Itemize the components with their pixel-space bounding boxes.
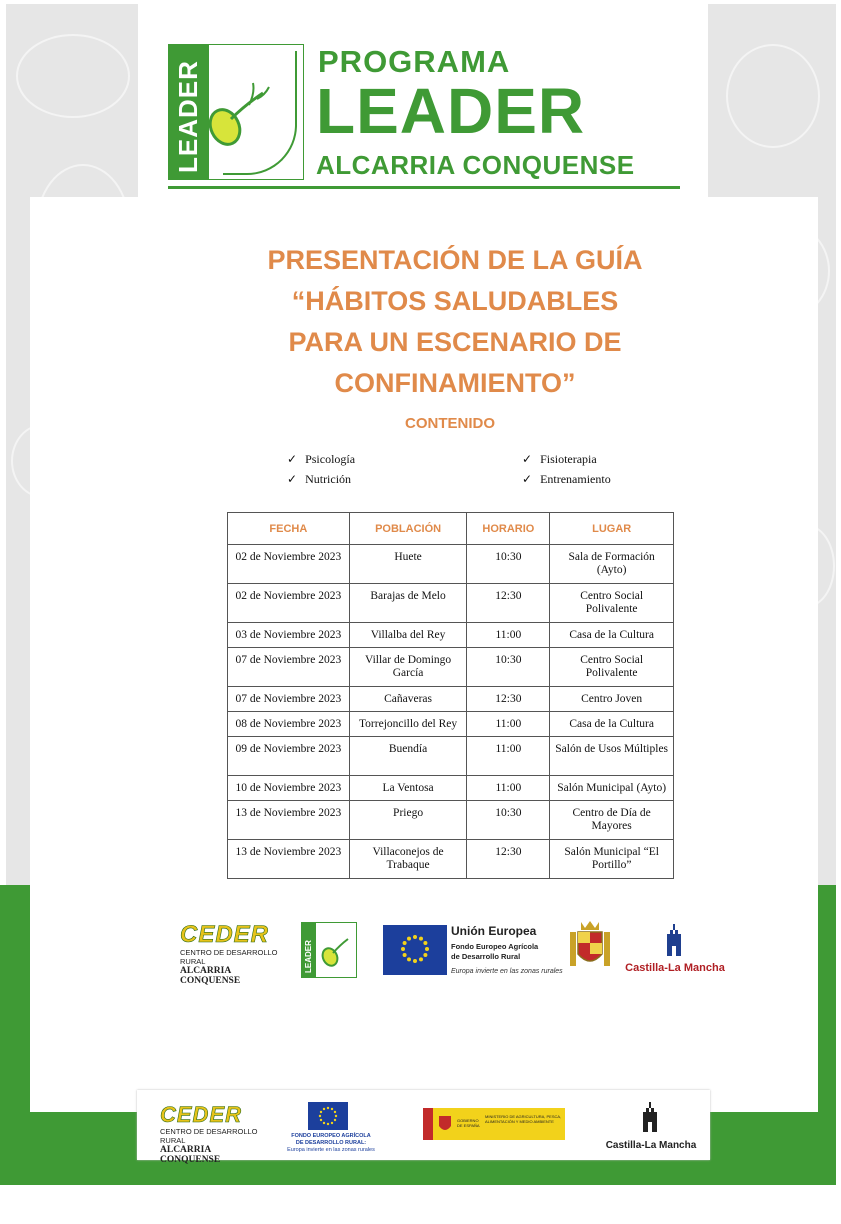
leader-logo-text: LEADER (173, 60, 203, 173)
footer-feader-line: FONDO EUROPEO AGRÍCOLA (291, 1133, 371, 1139)
eu-flag-icon (383, 925, 447, 975)
cell-lugar: Casa de la Cultura (550, 712, 674, 737)
cell-horario: 10:30 (467, 648, 550, 687)
footer-feader-tagline: Europa invierte en las zonas rurales (287, 1147, 375, 1153)
cell-horario: 12:30 (467, 687, 550, 712)
eu-title: Unión Europea (451, 924, 537, 938)
cell-fecha: 07 de Noviembre 2023 (228, 687, 350, 712)
cell-fecha: 07 de Noviembre 2023 (228, 648, 350, 687)
content-label: Entrenamiento (540, 472, 611, 486)
cell-horario: 11:00 (467, 712, 550, 737)
leader-logo (168, 44, 304, 180)
pattern-shape (726, 44, 820, 148)
check-icon: ✓ (287, 472, 298, 486)
cell-fecha: 13 de Noviembre 2023 (228, 801, 350, 840)
cell-lugar: Centro Social Polivalente (550, 584, 674, 623)
eu-stars-icon (308, 1102, 348, 1130)
eu-fund (451, 942, 538, 962)
cell-fecha: 13 de Noviembre 2023 (228, 840, 350, 879)
check-icon: ✓ (287, 452, 298, 466)
content-label: Fisioterapia (540, 452, 597, 466)
footer-feader-line: DE DESARROLLO RURAL: (295, 1140, 367, 1146)
cell-lugar: Salón de Usos Múltiples (550, 737, 674, 776)
header-fecha: FECHA (228, 513, 350, 545)
cell-fecha: 09 de Noviembre 2023 (228, 737, 350, 776)
contenido-heading: CONTENIDO (405, 415, 495, 432)
cell-horario: 10:30 (467, 545, 550, 584)
header-poblacion: POBLACIÓN (349, 513, 467, 545)
cell-fecha: 02 de Noviembre 2023 (228, 584, 350, 623)
footer-ceder-logo (160, 1103, 260, 1165)
pattern-shape (16, 34, 130, 118)
ceder-name: ALCARRIA CONQUENSE (180, 966, 241, 986)
table-row (228, 840, 674, 879)
ceder-subtitle: CENTRO DE DESARROLLO RURAL (180, 948, 278, 966)
header-lugar: LUGAR (550, 513, 674, 545)
content-item (522, 472, 611, 487)
ceder-wordmark: CEDER (180, 921, 270, 948)
footer-ceder-subtitle: CENTRO DE DESARROLLO RURAL (160, 1127, 258, 1145)
cell-poblacion: Barajas de Melo (349, 584, 467, 623)
cell-horario: 10:30 (467, 801, 550, 840)
clm-label: Castilla-La Mancha (625, 962, 725, 974)
title-line: PARA UN ESCENARIO DE (288, 327, 622, 357)
content-label: Nutrición (305, 472, 352, 486)
cell-fecha: 03 de Noviembre 2023 (228, 623, 350, 648)
header-programa: PROGRAMA (318, 44, 511, 79)
header-rule (168, 186, 680, 189)
table-row (228, 623, 674, 648)
plant-icon (318, 931, 352, 971)
footer-ceder-name: ALCARRIA CONQUENSE (160, 1145, 221, 1165)
check-icon: ✓ (522, 452, 533, 466)
cell-poblacion: Villalba del Rey (349, 623, 467, 648)
eu-fund-line: Fondo Europeo Agrícola (451, 942, 539, 951)
table-header-row (228, 513, 674, 545)
cell-poblacion: La Ventosa (349, 776, 467, 801)
table-row (228, 737, 674, 776)
table-row (228, 712, 674, 737)
cell-poblacion: Buendía (349, 737, 467, 776)
table-row (228, 584, 674, 623)
table-row (228, 648, 674, 687)
cell-lugar: Salón Municipal “El Portillo” (550, 840, 674, 879)
gov-coat-of-arms-icon (437, 1114, 453, 1134)
content-item (287, 472, 351, 487)
gov-ministry: MINISTERIO DE AGRICULTURA, PESCA, ALIMENTACIÓN Y MEDIO AMBIENTE (485, 1114, 562, 1124)
cell-horario: 12:30 (467, 840, 550, 879)
footer-feader-text (283, 1133, 379, 1154)
cell-poblacion: Torrejoncillo del Rey (349, 712, 467, 737)
footer-gov-logo (423, 1108, 565, 1140)
leader-mini-text: LEADER (304, 940, 313, 973)
eu-stars-icon (383, 925, 447, 975)
cell-lugar: Casa de la Cultura (550, 623, 674, 648)
plant-icon (205, 75, 275, 155)
cell-lugar: Sala de Formación (Ayto) (550, 545, 674, 584)
clm-castle-icon (664, 922, 684, 958)
table-row (228, 776, 674, 801)
cell-horario: 12:30 (467, 584, 550, 623)
cell-fecha: 08 de Noviembre 2023 (228, 712, 350, 737)
table-row (228, 545, 674, 584)
footer-ceder-wordmark: CEDER (160, 1102, 243, 1127)
eu-tagline: Europa invierte en las zonas rurales (451, 968, 563, 975)
ceder-logo (180, 922, 280, 986)
leader-mini-logo (301, 922, 357, 978)
cell-horario: 11:00 (467, 776, 550, 801)
footer-eu-flag-icon (308, 1102, 348, 1130)
header-horario: HORARIO (467, 513, 550, 545)
cell-horario: 11:00 (467, 623, 550, 648)
table-row (228, 801, 674, 840)
schedule-table (227, 512, 674, 879)
content-item (522, 452, 597, 467)
spain-coat-of-arms-icon (565, 918, 615, 973)
cell-lugar: Centro de Día de Mayores (550, 801, 674, 840)
header-leader: LEADER (316, 75, 586, 147)
check-icon: ✓ (522, 472, 533, 486)
cell-poblacion: Huete (349, 545, 467, 584)
footer-clm-label: Castilla-La Mancha (605, 1140, 697, 1151)
cell-lugar: Centro Joven (550, 687, 674, 712)
cell-poblacion: Villar de Domingo García (349, 648, 467, 687)
table-row (228, 687, 674, 712)
cell-horario: 11:00 (467, 737, 550, 776)
header-alcarria: ALCARRIA CONQUENSE (316, 150, 635, 180)
cell-lugar: Salón Municipal (Ayto) (550, 776, 674, 801)
cell-fecha: 02 de Noviembre 2023 (228, 545, 350, 584)
page-title (240, 240, 670, 404)
cell-fecha: 10 de Noviembre 2023 (228, 776, 350, 801)
content-item (287, 452, 355, 467)
content-label: Psicología (305, 452, 356, 466)
title-line: PRESENTACIÓN DE LA GUÍA (267, 245, 643, 275)
eu-fund-line: de Desarrollo Rural (451, 952, 521, 961)
cell-lugar: Centro Social Polivalente (550, 648, 674, 687)
gov-name: GOBIERNO DE ESPAÑA (457, 1118, 480, 1128)
title-line: CONFINAMIENTO” (334, 368, 576, 398)
cell-poblacion: Priego (349, 801, 467, 840)
cell-poblacion: Cañaveras (349, 687, 467, 712)
gov-flag-stripe (423, 1108, 433, 1140)
cell-poblacion: Villaconejos de Trabaque (349, 840, 467, 879)
title-line: “HÁBITOS SALUDABLES (291, 286, 619, 316)
footer-clm-castle-icon (640, 1100, 660, 1134)
